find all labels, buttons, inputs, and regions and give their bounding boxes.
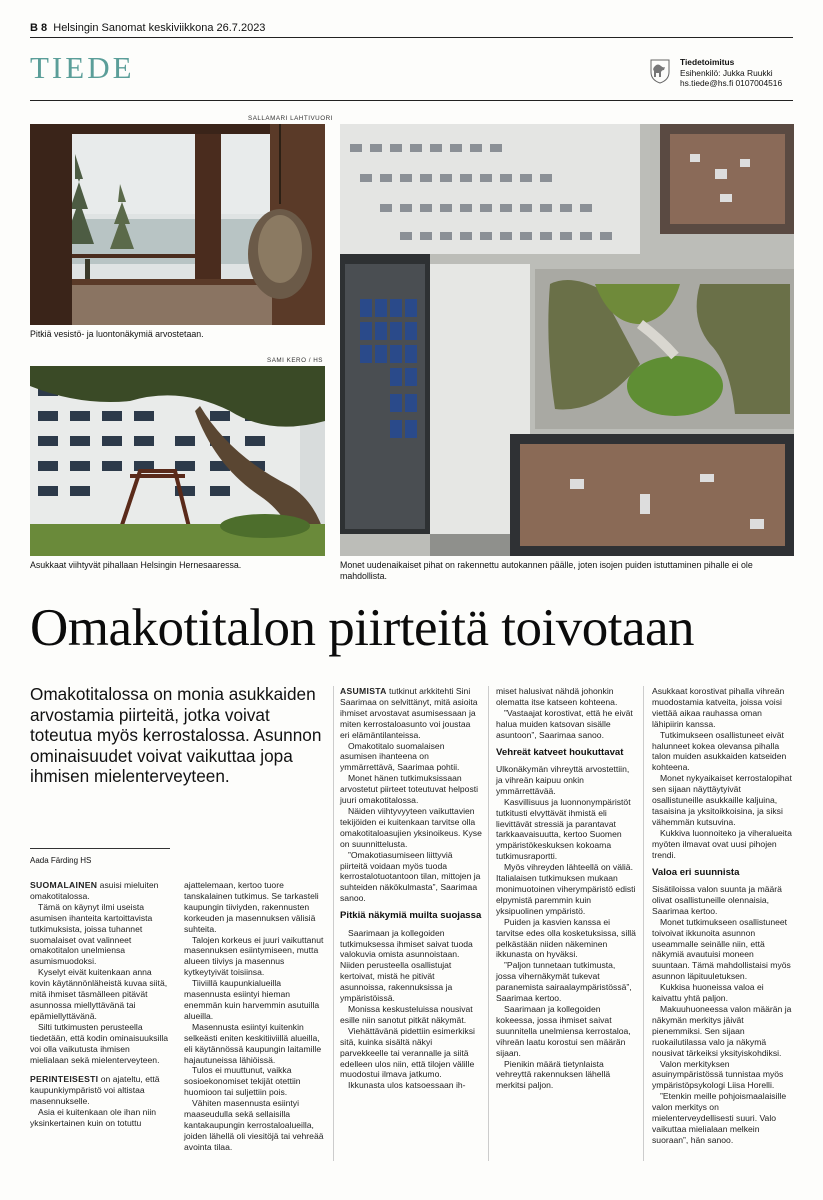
yard-photo xyxy=(30,366,325,556)
article-column-2 xyxy=(184,880,327,1153)
paragraph xyxy=(652,1091,793,1146)
paragraph-text: ajattelemaan, kertoo tuore tanskalainen tutkimus. Se tarkasteli kaupungin tiiviyden, rakennusten korkeuden ja masennuksen välisiä suhteita. xyxy=(184,880,319,934)
paragraph-text: Valon merkityksen asuinympäristössä tunnistaa myös ympäristöpsykologi Liisa Horelli. xyxy=(652,1058,784,1091)
paragraph xyxy=(496,797,637,862)
paragraph xyxy=(340,1080,482,1091)
section-rule xyxy=(30,100,793,101)
paragraph-text: Monet tutkimukseen osallistuneet toivoivat ikkunoita asunnon useammalle seinälle niin, että näkymiä avautuisi moneen suuntaan. Tämä mahdollistaisi myös asunnon läpituuletuksen. xyxy=(652,916,791,982)
paragraph-text: Vähiten masennusta esiintyi maaseudulla sekä sellaisilla kantakaupungin kerrostaloalueilla, joiden lähellä oli viesitöjä tai vehreää avointa tilaa. xyxy=(184,1098,324,1152)
paragraph-text: Monet nykyaikaiset kerrostalopihat sen sijaan näyttäytyivät osallistuneille asukkaille kaljuina, tasaisina ja yksitoikkoisina, ja siksi vähemmän kutsuvina. xyxy=(652,773,792,827)
paragraph-text: Myös vihreyden lähteellä on väliä. Italialaisen tutkimuksen mukaan monimuotoinen viherympäristö edisti elpymistä paremmin kuin yksipuolinen ympäristö. xyxy=(496,862,636,916)
paragraph xyxy=(652,773,793,828)
paragraph xyxy=(184,978,327,1022)
paragraph-text: Viehättävänä pidettiin esimerkiksi sitä, kuinka sisältä näkyi parvekkeelle tai verannalle ja siitä edelleen ulos niin, että tilojen välille muodostui ilmava jatkumo. xyxy=(340,1025,475,1080)
paragraph xyxy=(652,917,793,982)
paragraph xyxy=(184,1098,327,1153)
subheading: Vehreät katveet houkuttavat xyxy=(496,746,624,758)
paragraph xyxy=(652,1059,793,1092)
paragraph-text: Silti tutkimusten perusteella tiedetään, että kodin ominaisuuksilla voi olla vaikutusta ihmisen mielialaan sekä mielenterveyteen. xyxy=(30,1021,169,1065)
paragraph-text: Tutkimukseen osallistuneet eivät halunneet kokea olevansa pihalla talon muiden asukkaiden katseiden kohteena. xyxy=(652,729,787,773)
article-headline: Omakotitalon piirteitä toivotaan xyxy=(30,599,694,657)
paragraph xyxy=(184,880,327,935)
article-column-5 xyxy=(652,686,793,1146)
aerial-caption: Monet uudenaikaiset pihat on rakennettu autokannen päälle, joten isojen puiden istuttaminen pihalle ei ole mahdollista. xyxy=(340,560,753,581)
column-divider xyxy=(333,686,334,1161)
paragraph xyxy=(184,1065,327,1098)
paragraph xyxy=(340,1026,482,1081)
subheading: Valoa eri suunnista xyxy=(652,866,740,878)
article-column-3 xyxy=(340,686,482,1091)
column-divider xyxy=(488,686,489,1161)
paragraph xyxy=(340,850,482,905)
paragraph-text: ”Etenkin meille pohjoismaalaisille valon merkitys on mielenterveydellisesti suuri. Valo vaikuttaa mielialaan melkein suoraan”, hän sanoo. xyxy=(652,1091,787,1145)
paragraph xyxy=(496,686,637,708)
paragraph-text: Ulkonäkymän vihreyttä arvostettiin, ja vihreän kaipuu onkin ymmärrettävää. xyxy=(496,764,630,796)
paragraph-text: Saarimaan ja kollegoiden tutkimuksessa ihmiset saivat tuoda valokuvia omista asunnoistaan. Niiden perusteella osallistujat kertoivat, mistä he pitivät asunnoissa, rakennuksissa ja ympäristöissä. xyxy=(340,927,473,1004)
paragraph xyxy=(184,935,327,979)
balcony-caption: Pitkiä vesistö- ja luontonäkymiä arvostetaan. xyxy=(30,329,204,339)
editorial-title: Tiedetoimitus xyxy=(680,57,735,67)
paragraph-text: Kukkisa huoneissa valoa ei kaivattu yhtä paljon. xyxy=(652,982,764,1004)
lion-seal-icon xyxy=(648,58,672,84)
paragraph xyxy=(30,967,170,1022)
paragraph xyxy=(652,828,793,861)
paragraph xyxy=(184,1022,327,1066)
paragraph-text: Ikkunasta ulos katsoessaan ih- xyxy=(348,1080,466,1091)
paragraph xyxy=(496,862,637,917)
paragraph xyxy=(30,1074,170,1107)
paragraph-text: Kyselyt eivät kuitenkaan anna kovin käytännönläheistä kuvaa siitä, mitä ihmiset täsmälleen pitävät asunnossa miellyttävänä tai epämiellyttävänä. xyxy=(30,967,168,1021)
paragraph-text: Näiden viihtyvyyteen vaikuttavien tekijöiden ei kuitenkaan tarvitse olla omakotitaloasujien yksinoikeus. Kyse on suunnittelusta. xyxy=(340,805,482,849)
page-number: B 8 xyxy=(30,22,48,34)
paragraph-text: Sisätiloissa valon suunta ja määrä olivat osallistuneille olennaisia, Saarimaa kertoo. xyxy=(652,884,782,916)
paragraph xyxy=(496,764,637,797)
section-title: TIEDE xyxy=(30,50,135,85)
paragraph-text: Tulos ei muuttunut, vaikka sosioekonomiset tekijät otettiin huomioon tai suljettiin pois. xyxy=(184,1065,301,1098)
paragraph-text: Asia ei kuitenkaan ole ihan niin yksinkertainen kuin on totuttu xyxy=(30,1107,157,1129)
page-header xyxy=(30,22,793,34)
paragraph-text: tutkinut arkkitehti Sini Saarimaa on selvittänyt, mitä asioita ihmiset arvostavat asumisessaan ja miten kerrostaloasunto voi joustaa eri elämäntilanteissa. xyxy=(340,686,478,740)
editorial-contact: hs.tiede@hs.fi 0107004516 xyxy=(680,78,783,88)
paragraph xyxy=(30,1022,170,1066)
column-divider xyxy=(643,686,644,1161)
aerial-photo xyxy=(340,124,794,556)
paragraph-lead-caps: PERINTEISESTI xyxy=(30,1074,99,1085)
paragraph-text: Talojen korkeus ei juuri vaikuttanut masennuksen esiintymiseen, mutta alueen tiiviys ja masennus kytkeytyivät toisiinsa. xyxy=(184,934,324,978)
paragraph xyxy=(30,902,170,967)
paragraph-text: Makuuhuoneessa valon määrän ja näkymän merkitys jäivät pienemmiksi. Sen sijaan ruokailutilassa valo ja näkymä nousivat tärkeiksi yksityiskohdiksi. xyxy=(652,1003,792,1058)
paragraph-text: ”Paljon tunnetaan tutkimusta, jossa vihernäkymät tukevat paranemista sairaalaympäristössä”, Saarimaa kertoo. xyxy=(496,960,632,1004)
article-lead: Omakotitalossa on monia asukkaiden arvostamia piirteitä, jotka voivat toteutua myös kerrostalossa. Asunnon ominaisuudet voivat vaikuttaa jopa ihmisen mielenterveyteen. xyxy=(30,684,322,787)
paragraph xyxy=(496,960,637,1004)
photo-credit-yard: SAMI KERO / HS xyxy=(267,357,323,364)
paragraph-text: Kasvillisuus ja luonnonympäristöt tutkitusti elvyttävät ihmistä eli lievittävät stressiä ja parantavat tarkkaavaisuutta, kertoo Suomen ympäristökeskuksen kokoama tutkimusraportti. xyxy=(496,796,631,862)
paragraph-text: Asukkaat korostivat pihalla vihreän muodostamia katveita, joissa voisi viettää aikaa rauhassa oman lähipiirin kanssa. xyxy=(652,686,785,729)
byline-rule xyxy=(30,848,170,849)
paragraph-text: Omakotitalo suomalaisen asumisen ihanteena on ymmärrettävä, Saarimaa pohtii. xyxy=(340,740,460,773)
paragraph-text: Tiiviillä kaupunkialueilla masennusta esiintyi hieman enemmän kuin harvemmin asutuilla alueilla. xyxy=(184,978,320,1021)
header-rule xyxy=(30,37,793,38)
paragraph xyxy=(340,741,482,774)
paragraph-lead-caps: ASUMISTA xyxy=(340,686,387,696)
paragraph xyxy=(340,686,482,741)
paragraph-text: ”Omakotiasumiseen liittyviä piirteitä voidaan myös tuoda kerrostalotuotantoon tilan, mittojen ja suhteiden näkökulmasta”, Saarimaa sanoo. xyxy=(340,849,481,904)
paragraph-text: miset halusivat nähdä johonkin olematta itse katseen kohteena. xyxy=(496,686,618,707)
article-byline: Aada Färding HS xyxy=(30,856,92,865)
paragraph-text: Monissa keskusteluissa nousivat esille niin sanotut pitkät näkymät. xyxy=(340,1003,473,1025)
paragraph xyxy=(496,1059,637,1092)
paragraph xyxy=(340,806,482,850)
balcony-photo xyxy=(30,124,325,325)
paragraph-text: Kukkiva luonnoiteko ja viheralueita myöten ilmavat ovat uusi pihojen trendi. xyxy=(652,827,792,860)
paper-date: Helsingin Sanomat keskiviikkona 26.7.2023 xyxy=(53,22,266,34)
article-column-1 xyxy=(30,880,170,1129)
paragraph-text: Saarimaan ja kollegoiden kokeessa, jossa ihmiset saivat suunnitella unelmiensa kerrostaloa, vihreän laatu korostui sen määrän sijaan. xyxy=(496,1003,631,1058)
paragraph xyxy=(340,1004,482,1026)
paragraph xyxy=(496,708,637,741)
paragraph xyxy=(496,1004,637,1059)
paragraph xyxy=(340,928,482,1004)
paragraph xyxy=(652,1004,793,1059)
paragraph-text: Tämä on käynyt ilmi useista asumisen ihanteita kartoittavista tutkimuksista, joissa tuhannet suomalaiset ovat valinneet omakotitalon unelmiensa asumismuodoksi. xyxy=(30,901,153,967)
paragraph xyxy=(652,686,793,730)
yard-caption: Asukkaat viihtyvät pihallaan Helsingin Hernesaaressa. xyxy=(30,560,242,570)
paragraph-text: Masennusta esiintyi kuitenkin selkeästi eniten keskitiiviillä alueilla, eli käytännössä kaupungin laitamille hajautuneissa lähiöissä. xyxy=(184,1021,322,1065)
paragraph xyxy=(30,1107,170,1129)
paragraph xyxy=(652,982,793,1004)
subheading: Pitkiä näkymiä muilta suojassa xyxy=(340,910,482,922)
paragraph xyxy=(340,773,482,806)
editorial-editor: Esihenkilö: Jukka Ruukki xyxy=(680,67,773,78)
paragraph-lead-caps: SUOMALAINEN xyxy=(30,880,98,890)
paragraph-text: Monet hänen tutkimuksissaan arvostetut piirteet toteutuvat helposti juuri omakotitalossa. xyxy=(340,773,479,806)
paragraph-text: Puiden ja kasvien kanssa ei tarvitse edes olla kosketuksissa, sillä pelkästään niiden näkeminen ikkunasta on hyväksi. xyxy=(496,916,636,960)
paragraph xyxy=(652,884,793,917)
paragraph xyxy=(496,917,637,961)
paragraph-text: ”Vastaajat korostivat, että he eivät halua muiden katsovan sisälle asuntoon”, Saarimaa sanoo. xyxy=(496,707,633,740)
paragraph-text: on ajateltu, että kaupunkiympäristö voi altistaa masennukselle. xyxy=(30,1074,160,1107)
paragraph-text: asuisi mieluiten omakotitalossa. xyxy=(30,880,159,901)
paragraph-text: Pienikin määrä tietynlaista vehreyttä rakennuksen lähellä merkitsi paljon. xyxy=(496,1058,611,1091)
paragraph xyxy=(30,880,170,902)
article-column-4 xyxy=(496,686,637,1091)
photo-credit-balcony: SALLAMARI LAHTIVUORI xyxy=(248,115,333,122)
paragraph xyxy=(652,730,793,774)
